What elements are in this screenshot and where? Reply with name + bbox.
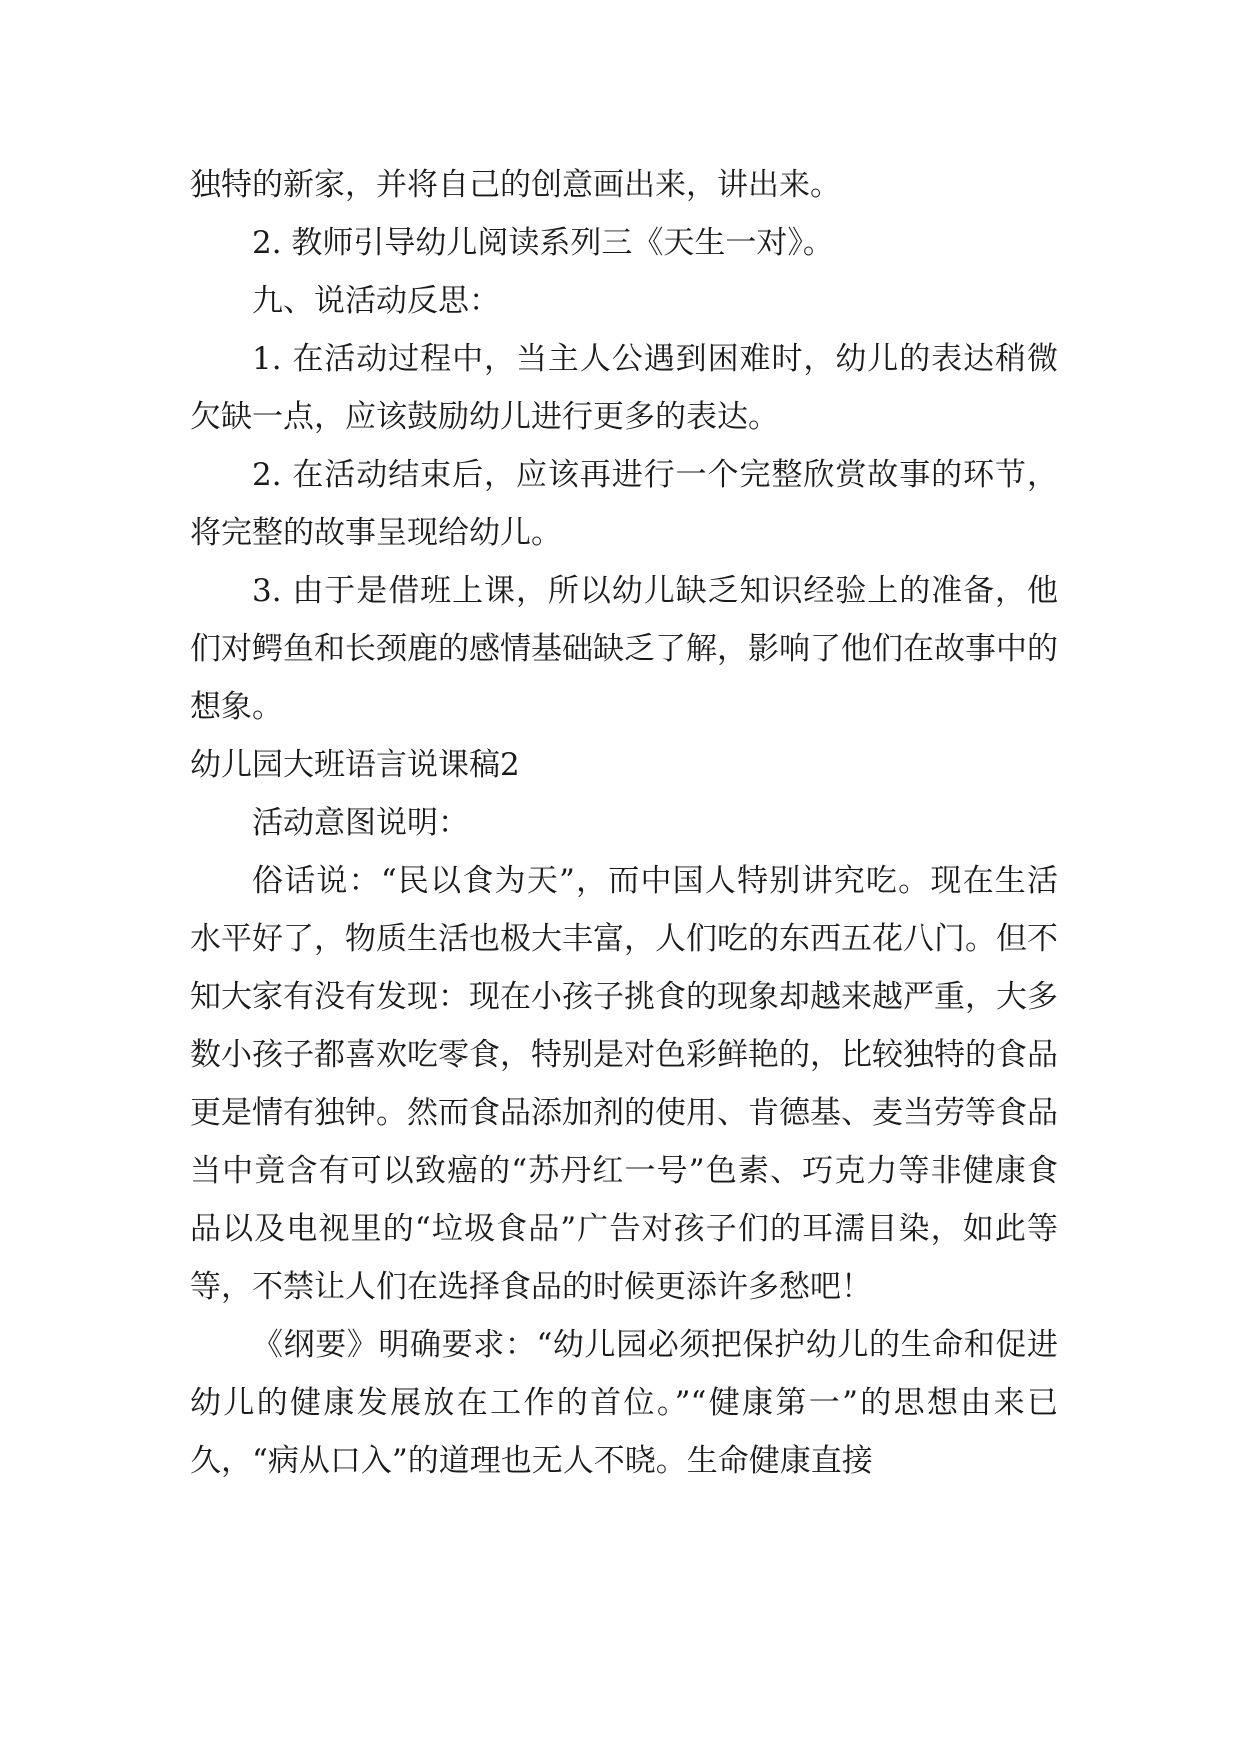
paragraph-reflection-2: 2. 在活动结束后，应该再进行一个完整欣赏故事的环节，将完整的故事呈现给幼儿。: [190, 457, 1058, 551]
document-title-2: 幼儿园大班语言说课稿2: [190, 747, 520, 783]
paragraph-continuation: 独特的新家，并将自己的创意画出来，讲出来。: [190, 167, 841, 203]
paragraph-reflection-3: 3. 由于是借班上课，所以幼儿缺乏知识经验上的准备，他们对鳄鱼和长颈鹿的感情基础缺乏了解，影响了他们在故事中的想象。: [190, 573, 1058, 725]
document-body: [190, 156, 1058, 1490]
paragraph-reflection-1: 1. 在活动过程中，当主人公遇到困难时，幼儿的表达稍微欠缺一点，应该鼓励幼儿进行更多的表达。: [190, 341, 1058, 435]
paragraph-outline-requirement: 《纲要》明确要求：“幼儿园必须把保护幼儿的生命和促进幼儿的健康发展放在工作的首位。”“健康第一”的思想由来已久，“病从口入”的道理也无人不晓。生命健康直接: [190, 1327, 1058, 1479]
paragraph-teacher-guide: 2. 教师引导幼儿阅读系列三《天生一对》。: [252, 225, 834, 261]
paragraph-intent-body: 俗话说：“民以食为天”，而中国人特别讲究吃。现在生活水平好了，物质生活也极大丰富，人们吃的东西五花八门。但不知大家有没有发现：现在小孩子挑食的现象却越来越严重，大多数小孩子都喜欢吃零食，特别是对色彩鲜艳的，比较独特的食品更是情有独钟。然而食品添加剂的使用、肯德基、麦当劳等食品当中竟含有可以致癌的“苏丹红一号”色素、巧克力等非健康食品以及电视里的“垃圾食品”广告对孩子们的耳濡目染，如此等等，不禁让人们在选择食品的时候更添许多愁吧！: [190, 863, 1058, 1305]
section-heading-intent: 活动意图说明：: [252, 805, 469, 841]
section-heading-reflection: 九、说活动反思：: [252, 283, 500, 319]
